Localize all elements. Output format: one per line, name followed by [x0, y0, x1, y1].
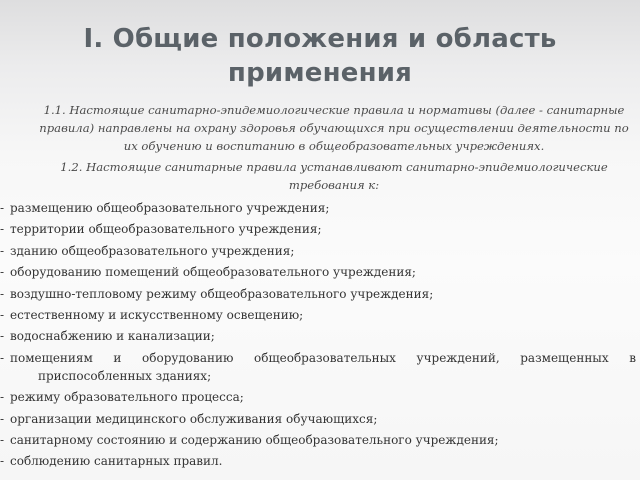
list-dash: -: [0, 265, 5, 280]
list-item: [0, 410, 636, 428]
list-item-text: организации медицинского обслуживания обучающихся;: [10, 411, 378, 426]
list-dash: -: [0, 432, 5, 447]
list-dash: -: [0, 243, 5, 258]
list-item-text: размещению общеобразовательного учреждения;: [10, 201, 330, 215]
list-dash: -: [0, 286, 5, 301]
list-item: [0, 263, 636, 281]
list-item-text: воздушно-тепловому режиму общеобразовательного учреждения;: [10, 286, 434, 301]
list-item: [0, 306, 636, 324]
list-dash: -: [0, 411, 5, 426]
list-item-text: территории общеобразовательного учреждения;: [10, 222, 322, 237]
paragraph-1-2: 1.2. Настоящие санитарные правила устанавливают санитарно-эпидемиологические требования к:: [60, 160, 608, 192]
slide-title: I. Общие положения и область применения: [83, 24, 557, 88]
list-item: [0, 388, 636, 406]
list-item-text: водоснабжению и канализации;: [10, 329, 215, 344]
list-item-text: помещениям и оборудованию общеобразовательных учреждений, размещенных в приспособленных зданиях;: [10, 350, 636, 383]
list-item: [0, 349, 636, 385]
list-item: [0, 327, 636, 345]
list-dash: -: [0, 350, 5, 365]
list-item: [0, 220, 636, 238]
list-dash: -: [0, 201, 5, 215]
list-item: [0, 285, 636, 303]
list-item: [0, 431, 636, 449]
list-item-text: зданию общеобразовательного учреждения;: [10, 243, 295, 258]
list-item: [0, 242, 636, 260]
list-item-text: режиму образовательного процесса;: [10, 390, 244, 405]
list-item-text: естественному и искусственному освещению;: [10, 307, 304, 322]
paragraph-1-1: 1.1. Настоящие санитарно-эпидемиологические правила и нормативы (далее - санитарные правила) направлены на охрану здоровья обучающихся при осуществлении деятельности по их обучению и воспитанию в общеобразовательных учреждениях.: [39, 103, 629, 153]
list-dash: -: [0, 390, 5, 405]
list-item-text: оборудованию помещений общеобразовательного учреждения;: [10, 265, 416, 280]
list-item: [0, 199, 636, 217]
requirements-list: [0, 199, 636, 474]
list-dash: -: [0, 222, 5, 237]
list-dash: -: [0, 454, 5, 469]
list-dash: -: [0, 307, 5, 322]
list-item: [0, 452, 636, 470]
list-item-text: санитарному состоянию и содержанию общеобразовательного учреждения;: [10, 432, 499, 447]
list-dash: -: [0, 329, 5, 344]
list-item-text: соблюдению санитарных правил.: [10, 454, 223, 469]
